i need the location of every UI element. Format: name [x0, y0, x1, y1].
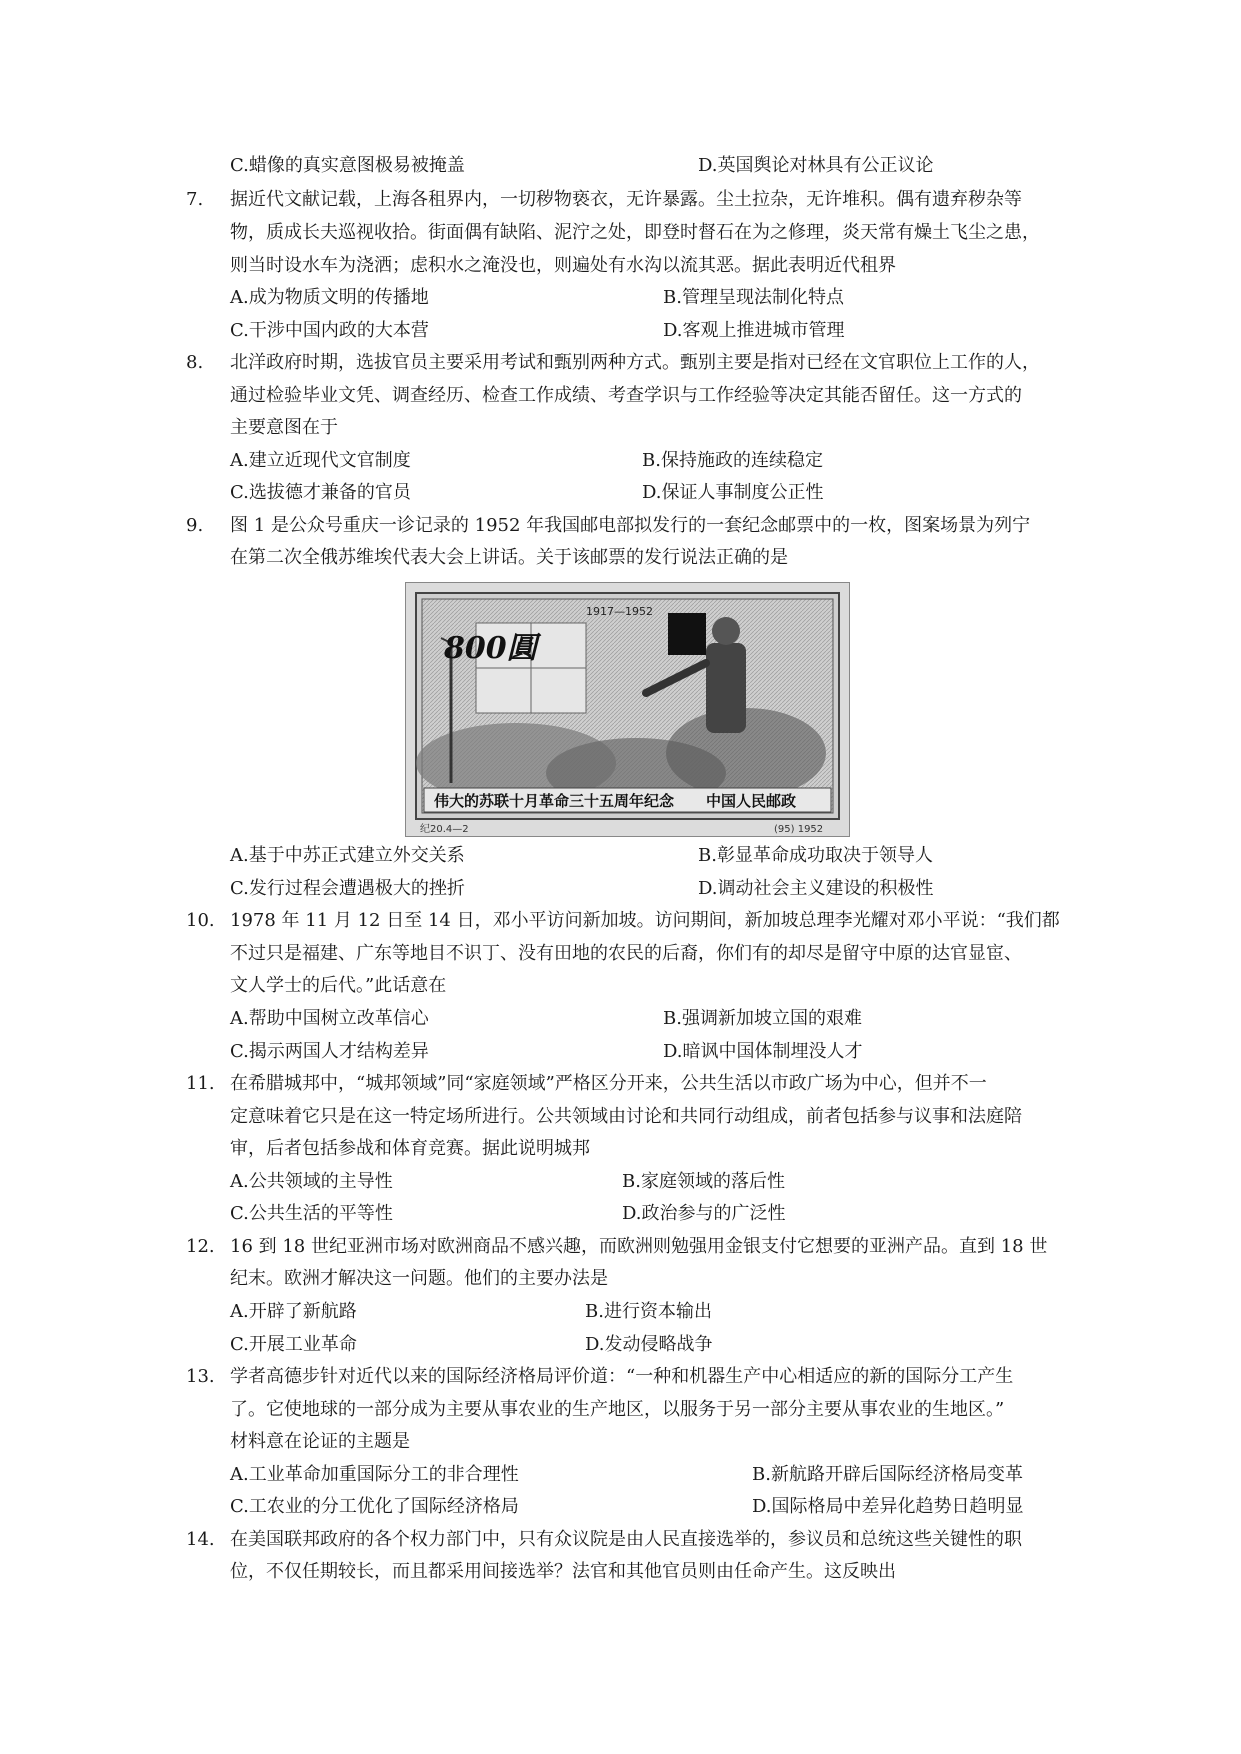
q10-stem-line: 文人学士的后代。”此话意在 — [230, 975, 447, 996]
q9-number: 9. — [186, 515, 204, 536]
q12-option-d: D.发动侵略战争 — [585, 1334, 713, 1355]
q8-option-b: B.保持施政的连续稳定 — [642, 450, 823, 471]
stamp-issuer: 中国人民邮政 — [706, 792, 797, 810]
q9-stem-line: 图 1 是公众号重庆一诊记录的 1952 年我国邮电部拟发行的一套纪念邮票中的一枚，图案场景为列宁 — [230, 515, 1031, 536]
commemorative-stamp-image — [405, 582, 850, 837]
q13-option-d: D.国际格局中差异化趋势日趋明显 — [752, 1496, 1024, 1517]
q9-option-a: A.基于中苏正式建立外交关系 — [230, 845, 465, 866]
q12-option-b: B.进行资本输出 — [585, 1301, 712, 1322]
q8-option-d: D.保证人事制度公正性 — [642, 482, 824, 503]
q11-number: 11. — [186, 1073, 215, 1094]
q7-stem-line: 物，质成长夫巡视收拾。街面偶有缺陷、泥泞之处，即登时督石在为之修理，炎天常有燥土飞尘之患， — [230, 222, 1040, 243]
q10-option-a: A.帮助中国树立改革信心 — [230, 1008, 429, 1029]
q13-stem-line: 材料意在论证的主题是 — [230, 1431, 410, 1452]
q11-stem-line: 在希腊城邦中，“城邦领域”同“家庭领域”严格区分开来，公共生活以市政广场为中心，但并不一 — [230, 1073, 987, 1094]
stamp-serial: (95) 1952 — [774, 824, 824, 835]
q7-option-a: A.成为物质文明的传播地 — [230, 287, 429, 308]
q9-option-d: D.调动社会主义建设的积极性 — [698, 878, 934, 899]
q10-number: 10. — [186, 910, 215, 931]
q12-number: 12. — [186, 1236, 215, 1257]
q11-option-c: C.公共生活的平等性 — [230, 1203, 393, 1224]
stamp-denomination: 800圓 — [444, 631, 537, 666]
q10-option-c: C.揭示两国人才结构差异 — [230, 1041, 429, 1062]
q11-stem-line: 审，后者包括参战和体育竞赛。据此说明城邦 — [230, 1138, 590, 1159]
q11-option-b: B.家庭领域的落后性 — [622, 1171, 785, 1192]
q9-option-b: B.彰显革命成功取决于领导人 — [698, 845, 933, 866]
q12-stem-line: 纪末。欧洲才解决这一问题。他们的主要办法是 — [230, 1268, 608, 1289]
q12-stem-line: 16 到 18 世纪亚洲市场对欧洲商品不感兴趣，而欧洲则勉强用金银支付它想要的亚洲产品。直到 18 世 — [230, 1236, 1048, 1257]
stamp-code: 纪20.4—2 — [420, 824, 469, 835]
q8-stem-line: 主要意图在于 — [230, 417, 338, 438]
q7-option-c: C.干涉中国内政的大本营 — [230, 320, 429, 341]
q13-option-a: A.工业革命加重国际分工的非合理性 — [230, 1464, 519, 1485]
q8-option-a: A.建立近现代文官制度 — [230, 450, 411, 471]
q14-number: 14. — [186, 1529, 215, 1550]
q7-stem-line: 则当时设水车为浇洒；虑积水之淹没也，则遍处有水沟以流其恶。据此表明近代租界 — [230, 255, 896, 276]
q11-stem-line: 定意味着它只是在这一特定场所进行。公共领域由讨论和共同行动组成，前者包括参与议事和法庭陪 — [230, 1106, 1022, 1127]
q8-option-c: C.选拔德才兼备的官员 — [230, 482, 411, 503]
q13-stem-line: 了。它使地球的一部分成为主要从事农业的生产地区，以服务于另一部分主要从事农业的生地区。” — [230, 1399, 1005, 1420]
q14-stem-line: 位，不仅任期较长，而且都采用间接选举？法官和其他官员则由任命产生。这反映出 — [230, 1561, 896, 1582]
q13-stem-line: 学者高德步针对近代以来的国际经济格局评价道：“一种和机器生产中心相适应的新的国际分工产生 — [230, 1366, 1014, 1387]
q10-option-d: D.暗讽中国体制埋没人才 — [663, 1041, 863, 1062]
q10-option-b: B.强调新加坡立国的艰难 — [663, 1008, 862, 1029]
q6-option-d: D.英国舆论对林具有公正议论 — [698, 155, 934, 176]
q7-number: 7. — [186, 189, 204, 210]
stamp-inscription: 伟大的苏联十月革命三十五周年纪念 — [434, 792, 675, 810]
q9-stem-line: 在第二次全俄苏维埃代表大会上讲话。关于该邮票的发行说法正确的是 — [230, 547, 788, 568]
q10-stem-line: 不过只是福建、广东等地目不识丁、没有田地的农民的后裔，你们有的却尽是留守中原的达官显宦、 — [230, 943, 1022, 964]
q13-number: 13. — [186, 1366, 215, 1387]
q8-number: 8. — [186, 352, 204, 373]
q12-option-c: C.开展工业革命 — [230, 1334, 357, 1355]
q12-option-a: A.开辟了新航路 — [230, 1301, 357, 1322]
q11-option-d: D.政治参与的广泛性 — [622, 1203, 786, 1224]
q14-stem-line: 在美国联邦政府的各个权力部门中，只有众议院是由人民直接选举的，参议员和总统这些关键性的职 — [230, 1529, 1022, 1550]
q8-stem-line: 北洋政府时期，选拔官员主要采用考试和甄别两种方式。甄别主要是指对已经在文官职位上工作的人， — [230, 352, 1040, 373]
q7-stem-line: 据近代文献记载，上海各租界内，一切秽物亵衣，无许暴露。尘土拉杂，无许堆积。偶有遗弃秽杂等 — [230, 189, 1022, 210]
stamp-years: 1917—1952 — [586, 605, 653, 618]
q6-option-c: C.蜡像的真实意图极易被掩盖 — [230, 155, 465, 176]
q13-option-c: C.工农业的分工优化了国际经济格局 — [230, 1496, 519, 1517]
q7-option-b: B.管理呈现法制化特点 — [663, 287, 844, 308]
q11-option-a: A.公共领域的主导性 — [230, 1171, 393, 1192]
q9-option-c: C.发行过程会遭遇极大的挫折 — [230, 878, 465, 899]
q13-option-b: B.新航路开辟后国际经济格局变革 — [752, 1464, 1023, 1485]
q8-stem-line: 通过检验毕业文凭、调查经历、检查工作成绩、考查学识与工作经验等决定其能否留任。这一方式的 — [230, 385, 1022, 406]
q10-stem-line: 1978 年 11 月 12 日至 14 日，邓小平访问新加坡。访问期间，新加坡总理李光耀对邓小平说：“我们都 — [230, 910, 1060, 931]
q7-option-d: D.客观上推进城市管理 — [663, 320, 845, 341]
